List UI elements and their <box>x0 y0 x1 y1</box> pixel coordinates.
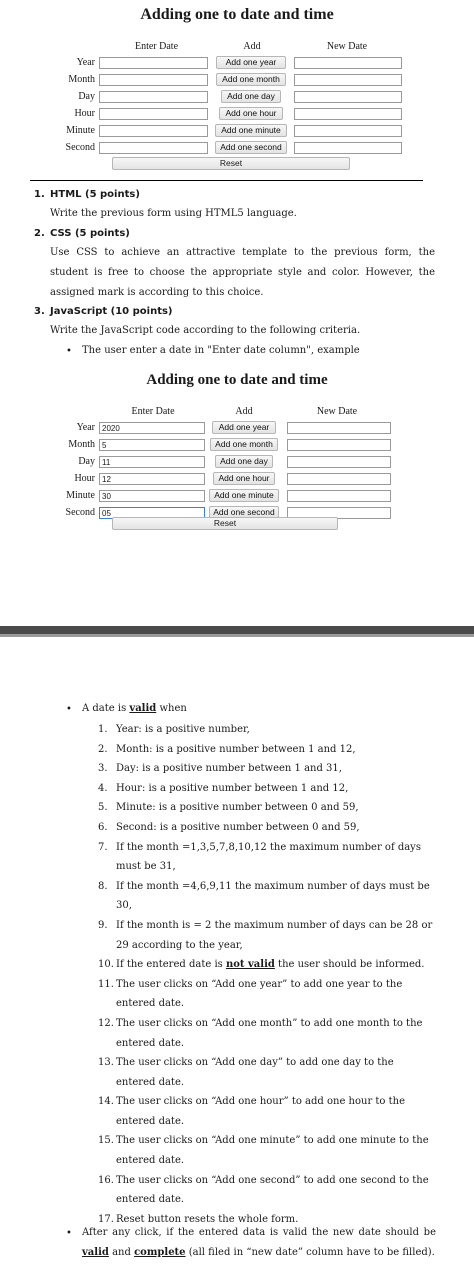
new-minute-output[interactable] <box>287 490 391 502</box>
list-item: 12. The user clicks on “Add one month” to add one month to the entered date. <box>98 1017 423 1049</box>
enter-minute-input[interactable] <box>99 125 208 137</box>
add-one-month-button[interactable]: Add one month <box>210 438 278 451</box>
row-label-day: Day <box>78 456 95 467</box>
page-separator-shadow <box>0 634 474 637</box>
new-day-output[interactable] <box>294 91 402 103</box>
enter-minute-input[interactable]: 30 <box>99 490 205 502</box>
new-day-output[interactable] <box>287 456 391 468</box>
new-hour-output[interactable] <box>294 108 402 120</box>
add-one-day-button[interactable]: Add one day <box>221 90 281 103</box>
add-one-year-button[interactable]: Add one year <box>216 56 286 69</box>
list-item: 8. If the month =4,6,9,11 the maximum number of days must be 30, <box>98 880 430 912</box>
question-1-number: 1. <box>34 189 45 200</box>
new-date-header: New Date <box>316 405 358 417</box>
question-3-body: Write the JavaScript code according to the following criteria. <box>50 325 361 336</box>
list-item: 14. The user clicks on “Add one hour” to add one hour to the entered date. <box>98 1096 405 1127</box>
add-one-hour-button[interactable]: Add one hour <box>213 472 275 485</box>
list-item: 15. The user clicks on “Add one minute” to add one minute to the entered date. <box>98 1135 429 1167</box>
enter-hour-input[interactable] <box>99 108 208 120</box>
add-one-second-button[interactable]: Add one second <box>209 506 279 519</box>
row-label-hour: Hour <box>74 473 95 484</box>
enter-year-input[interactable] <box>99 57 208 69</box>
enter-year-input[interactable]: 2020 <box>99 422 205 434</box>
list-item: 6. Second: is a positive number between 0 and 59, <box>98 821 360 833</box>
enter-month-input[interactable] <box>99 74 208 86</box>
row-label-year: Year <box>76 422 95 433</box>
enter-date-header: Enter Date <box>134 40 179 52</box>
enter-hour-input[interactable]: 12 <box>99 473 205 485</box>
bullet-icon: • <box>66 1228 72 1239</box>
new-year-output[interactable] <box>287 422 391 434</box>
enter-date-header: Enter Date <box>131 405 175 417</box>
divider <box>30 180 423 181</box>
add-one-hour-button[interactable]: Add one hour <box>219 107 283 120</box>
new-year-output[interactable] <box>294 57 402 69</box>
row-label-day: Day <box>78 91 95 102</box>
list-item: 3. Day: is a positive number between 1 and 31, <box>98 763 342 775</box>
page-separator <box>0 626 474 634</box>
criteria-list <box>98 720 433 1229</box>
new-month-output[interactable] <box>287 439 391 451</box>
list-item: 2. Month: is a positive number between 1 and 12, <box>98 743 356 755</box>
question-2-number: 2. <box>34 228 45 239</box>
add-header: Add <box>235 405 253 417</box>
enter-day-input[interactable]: 11 <box>99 456 205 468</box>
row-label-minute: Minute <box>66 125 95 136</box>
add-one-year-button[interactable]: Add one year <box>212 421 276 434</box>
add-one-day-button[interactable]: Add one day <box>215 455 273 468</box>
enter-second-input[interactable] <box>99 142 208 154</box>
row-label-second: Second <box>65 507 95 518</box>
form2-table <box>60 403 393 521</box>
list-item: 10. If the entered date is not valid the user should be informed. <box>98 959 425 971</box>
question-1-title: HTML (5 points) <box>50 189 140 200</box>
list-item: 5. Minute: is a positive number between 0 and 59, <box>98 802 359 814</box>
question-2-title: CSS (5 points) <box>50 228 130 239</box>
new-month-output[interactable] <box>294 74 402 86</box>
new-minute-output[interactable] <box>294 125 402 137</box>
form2-title: Adding one to date and time <box>146 372 328 388</box>
enter-month-input[interactable]: 5 <box>99 439 205 451</box>
reset-button[interactable]: Reset <box>112 157 350 170</box>
add-header: Add <box>243 40 261 52</box>
question-3-title: JavaScript (10 points) <box>50 306 173 317</box>
row-label-month: Month <box>68 439 95 450</box>
row-label-year: Year <box>76 57 95 68</box>
row-label-minute: Minute <box>66 490 95 501</box>
add-one-second-button[interactable]: Add one second <box>215 141 287 154</box>
list-item: 7. If the month =1,3,5,7,8,10,12 the maximum number of days must be 31, <box>98 841 421 873</box>
add-one-minute-button[interactable]: Add one minute <box>209 489 279 502</box>
question-2-body: Use CSS to achieve an attractive template to the previous form, the student is free to choose the appropriate style and color. However, the assigned mark is according to this choice. <box>50 247 435 298</box>
row-label-second: Second <box>65 142 95 153</box>
enter-day-input[interactable] <box>99 91 208 103</box>
bullet-icon: • <box>66 704 72 715</box>
list-item: 17. Reset button resets the whole form. <box>98 1213 299 1225</box>
reset-button[interactable]: Reset <box>112 517 338 530</box>
list-item: 9. If the month is = 2 the maximum number of days can be 28 or 29 according to the year, <box>98 919 433 951</box>
row-label-hour: Hour <box>74 108 95 119</box>
new-date-header: New Date <box>326 40 368 52</box>
question-3-number: 3. <box>34 306 45 317</box>
enter-second-input[interactable]: 05 <box>99 507 205 519</box>
valid-intro: A date is valid when <box>82 703 187 714</box>
list-item: 13. The user clicks on “Add one day” to add one day to the entered date. <box>98 1057 394 1088</box>
list-item: 4. Hour: is a positive number between 1 and 12, <box>98 782 349 794</box>
add-one-month-button[interactable]: Add one month <box>216 73 286 86</box>
final-bullet-text: After any click, if the entered data is valid the new date should be valid and complete (all filed in “new date” column have to be filled). <box>82 1227 436 1258</box>
row-label-month: Month <box>68 74 95 85</box>
list-item: 11. The user clicks on “Add one year” to add one year to the entered date. <box>98 978 403 1010</box>
bullet-example-text: The user enter a date in "Enter date column", example <box>82 345 360 356</box>
bullet-icon: • <box>66 346 72 357</box>
new-second-output[interactable] <box>294 142 402 154</box>
new-hour-output[interactable] <box>287 473 391 485</box>
form1-title: Adding one to date and time <box>140 6 334 23</box>
question-1-body: Write the previous form using HTML5 language. <box>50 208 297 219</box>
list-item: 16. The user clicks on “Add one second” to add one second to the entered date. <box>98 1174 429 1206</box>
add-one-minute-button[interactable]: Add one minute <box>215 124 287 137</box>
list-item: 1. Year: is a positive number, <box>98 724 250 735</box>
form1-table <box>60 38 404 156</box>
